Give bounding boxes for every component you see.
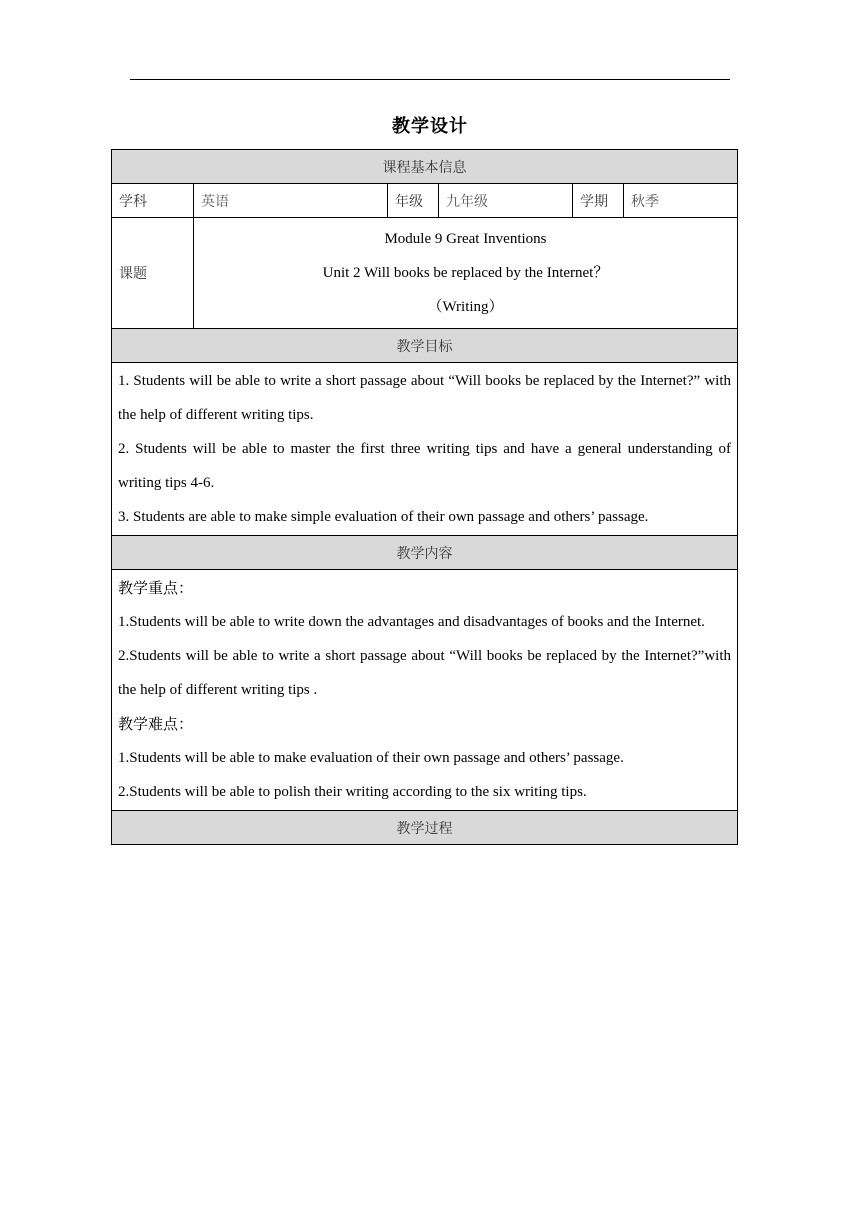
- grade-label: 年级: [388, 184, 439, 218]
- topic-row: [112, 218, 738, 329]
- subject-value: 英语: [194, 184, 388, 218]
- document-title: 教学设计: [392, 116, 468, 137]
- lesson-design-table: [111, 149, 738, 845]
- term-value: 秋季: [624, 184, 738, 218]
- basic-info-row: [112, 184, 738, 218]
- header-rule: [130, 79, 730, 80]
- section-header-objectives: 教学目标: [112, 329, 738, 363]
- objective-item: 1. Students will be able to write a short passage about “Will books be replaced by the Internet?” with the help of different writing tips.: [118, 373, 731, 423]
- key-points-label: 教学重点：: [118, 579, 194, 597]
- section-header-basic-info: 课程基本信息: [112, 150, 738, 184]
- term-label: 学期: [573, 184, 624, 218]
- teaching-content: [112, 570, 738, 811]
- key-point-item: 2.Students will be able to write a short passage about “Will books be replaced by the Internet?”with the help of different writing tips .: [118, 648, 731, 698]
- difficulty-item: 2.Students will be able to polish their writing according to the six writing tips.: [118, 784, 587, 800]
- topic-label: 课题: [112, 218, 194, 329]
- difficulty-item: 1.Students will be able to make evaluation of their own passage and others’ passage.: [118, 750, 624, 766]
- topic-type-line: （Writing）: [427, 299, 504, 315]
- difficulties-label: 教学难点：: [118, 715, 194, 733]
- section-header-content: 教学内容: [112, 536, 738, 570]
- grade-value: 九年级: [439, 184, 573, 218]
- section-header-process: 教学过程: [112, 811, 738, 845]
- objective-item: 2. Students will be able to master the first three writing tips and have a general understanding of writing tips 4-6.: [118, 441, 731, 491]
- key-point-item: 1.Students will be able to write down the advantages and disadvantages of books and the Internet.: [118, 614, 705, 630]
- objectives-content: [112, 363, 738, 536]
- topic-unit-line: Unit 2 Will books be replaced by the Internet？: [322, 265, 609, 281]
- topic-content: [194, 218, 738, 329]
- topic-module-line: Module 9 Great Inventions: [384, 231, 547, 247]
- objective-item: 3. Students are able to make simple evaluation of their own passage and others’ passage.: [118, 509, 649, 525]
- subject-label: 学科: [112, 184, 194, 218]
